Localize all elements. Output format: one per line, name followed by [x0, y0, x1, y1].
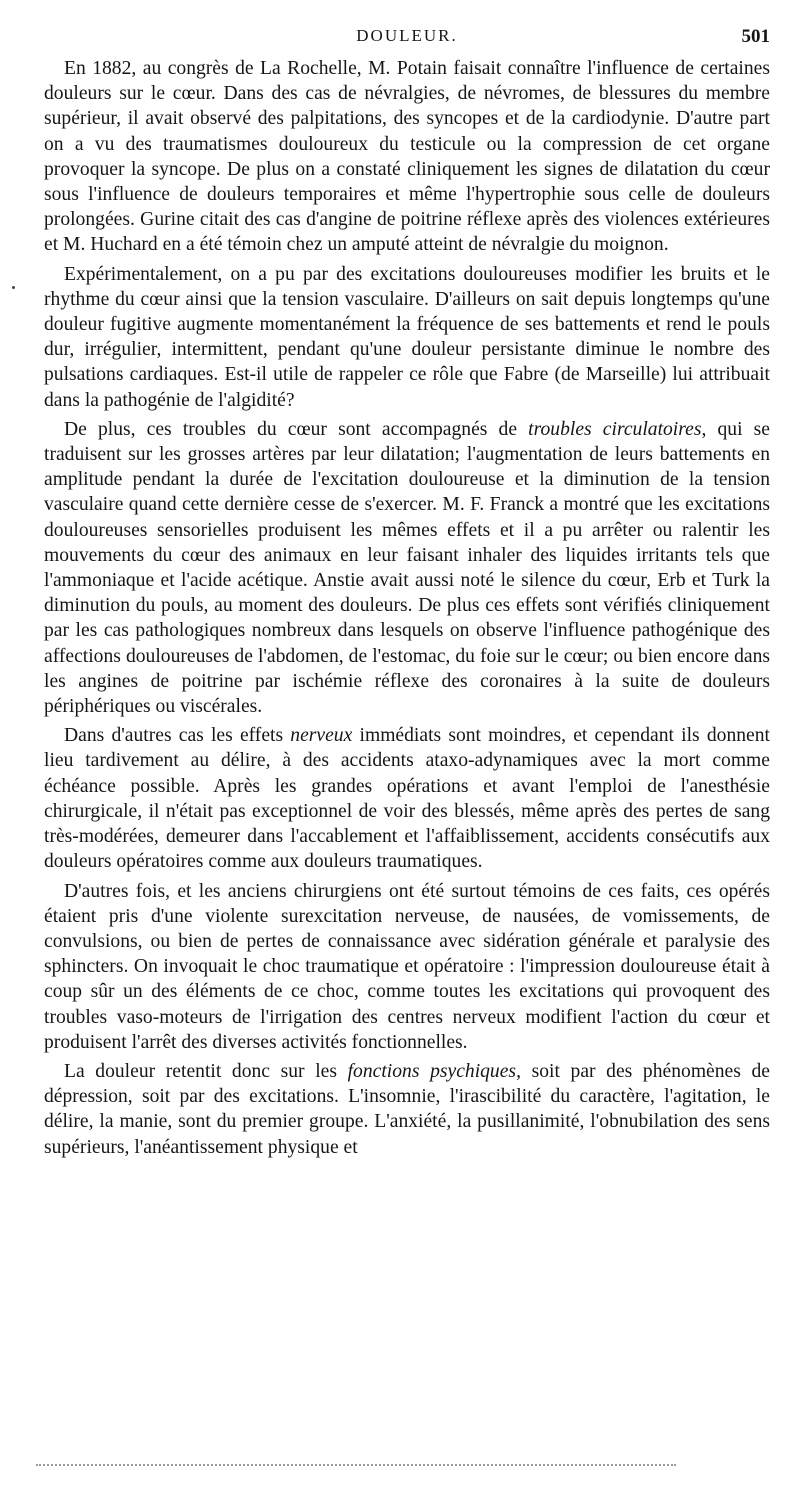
- italic-term: fonctions psychiques: [347, 1060, 517, 1082]
- paragraph: [44, 262, 770, 413]
- paragraph: [44, 417, 770, 719]
- running-header: [44, 26, 770, 56]
- text-segment: En 1882, au congrès de La Rochelle, M. Potain faisait connaître l'influence de certaines douleurs sur le cœur. Dans des cas de névralgies, de névromes, de blessures du membre supérieur, il avait observé des palpitations, des syncopes et de la cardiodynie. D'autre part on a vu des traumatismes douloureux du testicule ou la compression de cet organe provoquer la syncope. De plus on a constaté cliniquement les signes de dilatation du cœur sous l'influence de douleurs temporaires et même l'hypertrophie sous celle de douleurs prolongées. Gurine citait des cas d'angine de poitrine réflexe après des violences extérieures et M. Huchard en a été témoin chez un amputé atteint de névralgie du moignon.: [44, 58, 770, 256]
- italic-term: troubles circulatoires: [528, 418, 702, 440]
- margin-speck: [12, 286, 15, 289]
- body-text: [44, 56, 770, 1160]
- paragraph: [44, 723, 770, 874]
- italic-term: nerveux: [290, 725, 353, 747]
- paragraph: [44, 1059, 770, 1160]
- text-segment: Dans d'autres cas les effets: [64, 725, 291, 747]
- paragraph: [44, 879, 770, 1055]
- footer-rule: [36, 1464, 676, 1466]
- text-segment: De plus, ces troubles du cœur sont accompagnés de: [64, 418, 529, 440]
- text-segment: immédiats sont moindres, et cependant ils donnent lieu tardivement au délire, à des accidents ataxo-adynamiques avec la mort comme échéance possible. Après les grandes opérations et avant l'emploi de l'anesthésie chirurgicale, il n'était pas exceptionnel de voir des blessés, même après des pertes de sang très-modérées, demeurer dans l'accablement et l'affaiblissement, accidents consécutifs aux douleurs opératoires comme aux douleurs traumatiques.: [44, 725, 770, 873]
- text-segment: , soit par des phénomènes de dépression, soit par des excitations. L'insomnie, l'irascibilité du caractère, l'agitation, le délire, la manie, sont du premier groupe. L'anxiété, la pusillanimité, l'obnubilation des sens supérieurs, l'anéantissement physique et: [44, 1060, 770, 1158]
- page-number: 501: [741, 26, 770, 47]
- text-segment: Expérimentalement, on a pu par des excitations douloureuses modifier les bruits et le rhythme du cœur ainsi que la tension vasculaire. D'ailleurs on sait depuis longtemps qu'une douleur fugitive augmente momentanément la fréquence de ses battements et rend le pouls dur, irrégulier, intermittent, pendant qu'une douleur persistante diminue le nombre des pulsations cardiaques. Est-il utile de rappeler ce rôle que Fabre (de Marseille) lui attribuait dans la pathogénie de l'algidité?: [44, 263, 770, 411]
- book-page: [44, 26, 770, 1160]
- text-segment: La douleur retentit donc sur les: [64, 1060, 348, 1082]
- paragraph: [44, 56, 770, 258]
- running-title: DOULEUR.: [356, 26, 458, 45]
- text-segment: D'autres fois, et les anciens chirurgiens ont été surtout témoins de ces faits, ces opérés étaient pris d'une violente surexcitation nerveuse, de nausées, de vomissements, de convulsions, ou bien de pertes de connaissance avec sidération générale et paralysie des sphincters. On invoquait le choc traumatique et opératoire : l'impression douloureuse était à coup sûr un des éléments de ce choc, comme toutes les excitations qui provoquent des troubles vaso-moteurs de l'irrigation des centres nerveux modifient l'action du cœur et produisent l'arrêt des diverses activités fonctionnelles.: [44, 880, 770, 1053]
- text-segment: , qui se traduisent sur les grosses artères par leur dilatation; l'augmentation de leurs battements en amplitude pendant la durée de l'excitation douloureuse et la diminution de la tension vasculaire quand cette dernière cesse de s'exercer. M. F. Franck a montré que les excitations douloureuses sensorielles produisent les mêmes effets et il a pu arrêter ou ralentir les mouvements du cœur des animaux en leur faisant inhaler des liquides irritants tels que l'ammoniaque et l'acide acétique. Anstie avait aussi noté le silence du cœur, Erb et Turk la diminution du pouls, au moment des douleurs. De plus ces effets sont vérifiés cliniquement par les cas pathologiques nombreux dans lesquels on observe l'influence pathogénique des affections douloureuses de l'abdomen, de l'estomac, du foie sur le cœur; ou bien encore dans les angines de poitrine par ischémie réflexe des coronaires à la suite de douleurs périphériques ou viscérales.: [44, 418, 770, 718]
